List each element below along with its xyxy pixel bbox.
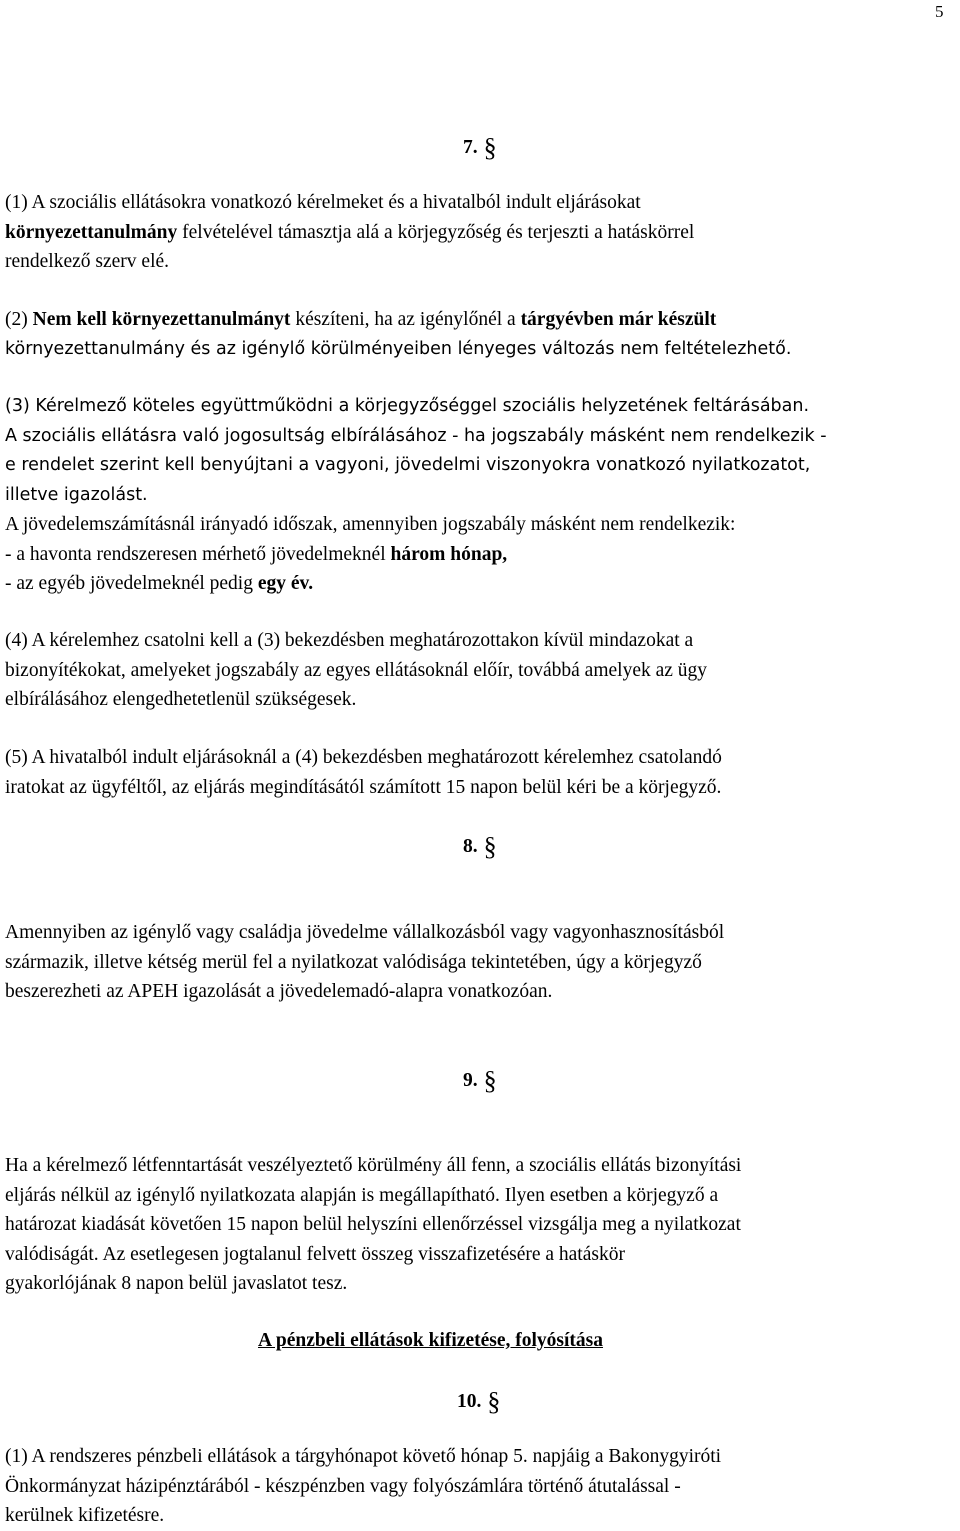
section-7-paragraph-3-cont (5, 510, 960, 599)
bold-term: tárgyévben már készült (520, 309, 717, 330)
section-8-paragraph (5, 918, 960, 1007)
text-line (5, 305, 960, 335)
text-run: (2) (5, 309, 33, 330)
text-line: e rendelet szerint kell benyújtani a vagyoni, jövedelmi viszonyokra vonatkozó nyilatkozatot, (5, 455, 811, 475)
section-8-heading (463, 831, 497, 860)
section-10-heading (457, 1386, 500, 1415)
section-7-paragraph-2 (5, 305, 960, 364)
section-number: 8. (463, 836, 478, 857)
bold-term: környezettanulmány (5, 221, 178, 243)
section-7-paragraph-3 (5, 392, 960, 510)
text-run: - a havonta rendszeresen mérhető jövedelmeknél (5, 543, 391, 565)
text-line: kerülnek kifizetésre. (5, 1505, 165, 1526)
text-line: környezettanulmány és az igénylő körülményeiben lényeges változás nem feltételezhető. (5, 338, 792, 359)
text-line: (1) A rendszeres pénzbeli ellátások a tárgyhónapot követő hónap 5. napjáig a Bakonygyiróti (5, 1446, 722, 1467)
section-7-paragraph-5 (5, 743, 960, 802)
section-7-paragraph-1 (5, 188, 960, 277)
section-number: 10. (457, 1391, 482, 1412)
section-sign-icon: § (483, 133, 497, 162)
section-7-heading (463, 132, 497, 161)
bold-term: három hónap, (390, 543, 508, 565)
text-run: - az egyéb jövedelmeknél pedig (5, 573, 258, 594)
text-line: Ha a kérelmező létfenntartását veszélyeztető körülmény áll fenn, a szociális ellátás bizonyítási (5, 1155, 742, 1176)
text-line: Amennyiben az igénylő vagy családja jövedelme vállalkozásból vagy vagyonhasznosításból (5, 922, 725, 943)
section-sign-icon: § (483, 1066, 497, 1095)
text-line: eljárás nélkül az igénylő nyilatkozata alapján is megállapítható. Ilyen esetben a körjegyző a (5, 1184, 719, 1206)
text-line (5, 569, 960, 599)
text-line: határozat kiadását követően 15 napon belül helyszíni ellenőrzéssel vizsgálja meg a nyilatkozat (5, 1214, 741, 1235)
text-line: (5) A hivatalból indult eljárásoknál a (4) bekezdésben meghatározott kérelemhez csatolandó (5, 747, 722, 768)
page-number: 5 (935, 2, 944, 21)
text-line: beszerezheti az APEH igazolását a jövedelemadó-alapra vonatkozóan. (5, 981, 553, 1002)
text-line: (1) A szociális ellátásokra vonatkozó kérelmeket és a hivatalból indult eljárásokat (5, 192, 641, 213)
text-run: készíteni, ha az igénylőnél a (290, 309, 521, 330)
text-line: A szociális ellátásra való jogosultság elbírálásához - ha jogszabály másként nem rendelkezik - (5, 425, 827, 446)
bold-term: egy év. (257, 573, 314, 594)
section-number: 9. (463, 1070, 478, 1091)
text-line: származik, illetve kétség merül fel a nyilatkozat valódisága tekintetében, úgy a körjegyző (5, 951, 702, 973)
section-number: 7. (463, 137, 478, 158)
text-line: (3) Kérelmező köteles együttműködni a körjegyzőséggel szociális helyzetének feltárásában. (5, 396, 810, 416)
section-7-paragraph-4 (5, 626, 960, 715)
text-line: rendelkező szerv elé. (5, 251, 170, 272)
text-run: felvételével támasztja alá a körjegyzőség és terjeszti a hatáskörrel (177, 221, 695, 243)
section-sign-icon: § (487, 1387, 501, 1416)
text-line: illetve igazolást. (5, 484, 148, 505)
bold-term: Nem kell környezettanulmányt (32, 309, 291, 330)
text-line: (4) A kérelemhez csatolni kell a (3) bekezdésben meghatározottakon kívül mindazokat a (5, 630, 694, 651)
text-line: elbírálásához elengedhetetlenül szükségesek. (5, 689, 357, 710)
text-line: iratokat az ügyféltől, az eljárás megindításától számított 15 napon belül kéri be a körjegyző. (5, 776, 722, 798)
text-line: valódiságát. Az esetlegesen jogtalanul felvett összeg visszafizetésére a hatáskör (5, 1243, 625, 1265)
text-line (5, 218, 960, 248)
text-line (5, 540, 960, 570)
section-9-heading (463, 1065, 497, 1094)
text-line: A jövedelemszámításnál irányadó időszak, amennyiben jogszabály másként nem rendelkezik: (5, 514, 736, 535)
text-line: bizonyítékokat, amelyeket jogszabály az egyes ellátásoknál előír, továbbá amelyek az ügy (5, 659, 708, 681)
text-line: Önkormányzat házipénztárából - készpénzben vagy folyószámlára történő átutalással - (5, 1475, 681, 1497)
text-line: gyakorlójának 8 napon belül javaslatot tesz. (5, 1273, 348, 1294)
section-sign-icon: § (483, 832, 497, 861)
section-10-paragraph (5, 1442, 960, 1531)
section-9-paragraph (5, 1151, 960, 1299)
chapter-title: A pénzbeli ellátások kifizetése, folyósítása (258, 1330, 604, 1351)
